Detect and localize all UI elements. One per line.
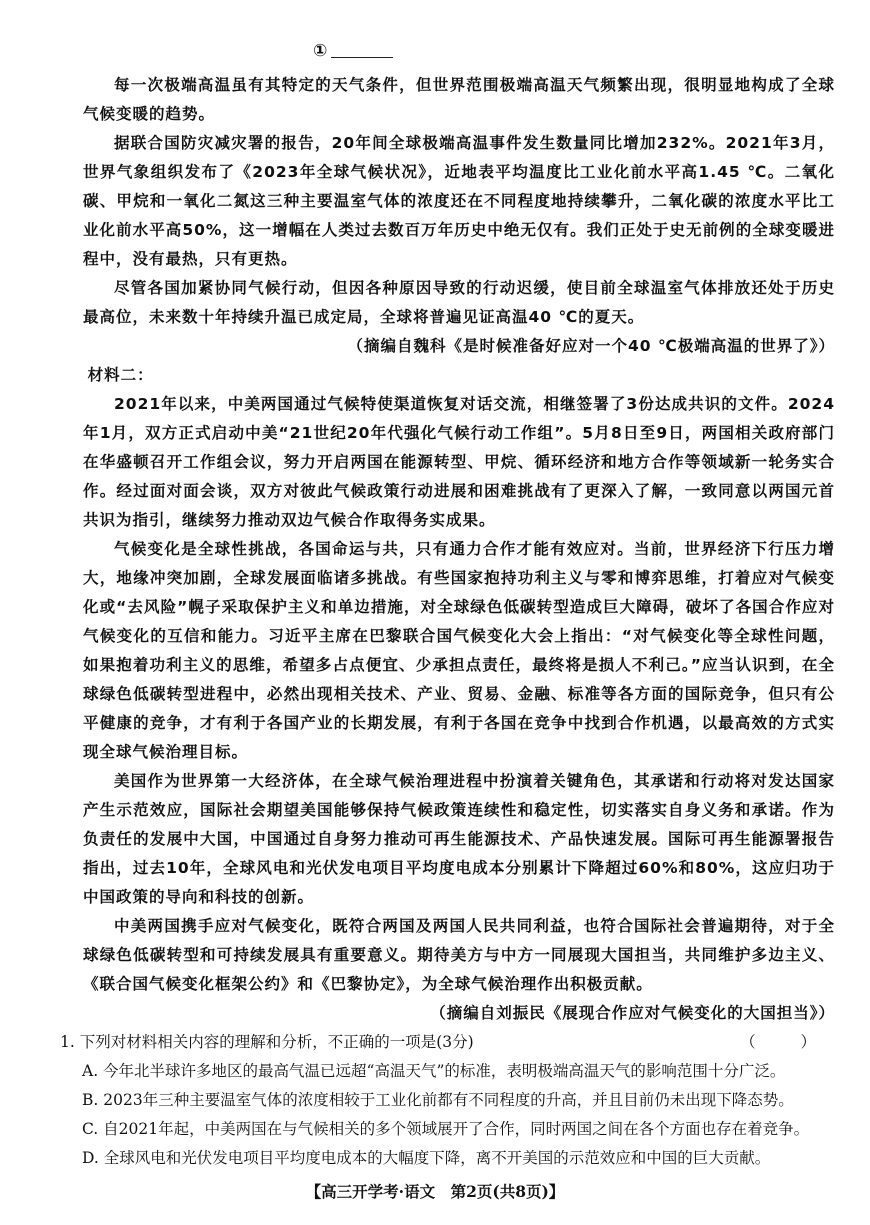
source-citation: （摘编自刘振民《展现合作应对气候变化的大国担当》） (430, 1004, 835, 1022)
paragraph: 尽管各国加紧协同气候行动，但因各种原因导致的行动迟缓，使目前全球温室气体排放还处于历史最高位，未来数十年持续升温已成定局，全球将普遍见证高温40 ℃的夏天。 (83, 279, 835, 326)
question-stem: 1. 下列对材料相关内容的理解和分析，不正确的一项是(3分) (60, 1033, 474, 1051)
option-d: D. 全球风电和光伏发电项目平均度电成本的大幅度下降，离不开美国的示范效应和中国的巨大贡献。 (82, 1149, 771, 1167)
reading-material (83, 71, 835, 1028)
source-citation: （摘编自魏科《是时候准备好应对一个40 ℃极端高温的世界了》） (347, 337, 835, 355)
paragraph: 2021年以来，中美两国通过气候特使渠道恢复对话交流，相继签署了3份达成共识的文件。2024年1月，双方正式启动中美“21世纪20年代强化气候行动工作组”。5月8日至9日，两国相关政府部门在华盛顿召开工作组会议，努力开启两国在能源转型、甲烷、循环经济和地方合作等领域新一轮务实合作。经过面对面会谈，双方对彼此气候政策行动进展和困难挑战有了更深入了解，一致同意以两国元首共识为指引，继续努力推动双边气候合作取得务实成果。 (83, 395, 835, 529)
paragraph: 每一次极端高温虽有其特定的天气条件，但世界范围极端高温天气频繁出现，很明显地构成了全球气候变暖的趋势。 (83, 76, 835, 123)
option-c: C. 自2021年起，中美两国在与气候相关的多个领域展开了合作，同时两国之间在各个方面也存在着竞争。 (82, 1120, 810, 1138)
paragraph: 据联合国防灾减灾署的报告，20年间全球极端高温事件发生数量同比增加232%。2021年3月，世界气象组织发布了《2023年全球气候状况》，近地表平均温度比工业化前水平高1.45 ℃。二氧化碳、甲烷和一氧化二氮这三种主要温室气体的浓度还在不同程度地持续攀升，二氧化碳的浓度水平比工业化前水平高50%，这一增幅在人类过去数百万年历史中绝无仅有。我们正处于史无前例的全球变暖进程中，没有最热，只有更热。 (83, 134, 835, 268)
page-footer: 【高三开学考·语文 第2页(共8页)】 (305, 1182, 565, 1201)
fill-blank-line (331, 57, 393, 58)
question-1 (60, 1028, 850, 1173)
option-a: A. 今年北半球许多地区的最高气温已远超“高温天气”的标准，表明极端高温天气的影响范围十分广泛。 (82, 1062, 786, 1080)
option-b: B. 2023年三种主要温室气体的浓度相较于工业化前都有不同程度的升高，并且目前仍未出现下降态势。 (82, 1091, 794, 1109)
paragraph: 中美两国携手应对气候变化，既符合两国及两国人民共同利益，也符合国际社会普遍期待，对于全球绿色低碳转型和可持续发展具有重要意义。期待美方与中方一同展现大国担当，共同维护多边主义、《联合国气候变化框架公约》和《巴黎协定》，为全球气候治理作出积极贡献。 (83, 917, 835, 993)
section-heading: 材料二： (87, 366, 154, 384)
blank-marker (313, 40, 870, 71)
marker-number: ① (313, 41, 328, 61)
paragraph: 气候变化是全球性挑战，各国命运与共，只有通力合作才能有效应对。当前，世界经济下行压力增大，地缘冲突加剧，全球发展面临诸多挑战。有些国家抱持功利主义与零和博弈思维，打着应对气候变化或“去风险”幌子采取保护主义和单边措施，对全球绿色低碳转型造成巨大障碍，破坏了各国合作应对气候变化的互信和能力。习近平主席在巴黎联合国气候变化大会上指出：“对气候变化等全球性问题，如果抱着功利主义的思维，希望多占点便宜、少承担点责任，最终将是损人不利己。”应当认识到，在全球绿色低碳转型进程中，必然出现相关技术、产业、贸易、金融、标准等各方面的国际竞争，但只有公平健康的竞争，才有利于各国产业的长期发展，有利于各国在竞争中找到合作机遇，以最高效的方式实现全球气候治理目标。 (83, 540, 835, 761)
answer-bracket: （ ） (740, 1033, 836, 1051)
paragraph: 美国作为世界第一大经济体，在全球气候治理进程中扮演着关键角色，其承诺和行动将对发达国家产生示范效应，国际社会期望美国能够保持气候政策连续性和稳定性，切实落实自身义务和承诺。作为负责任的发展中大国，中国通过自身努力推动可再生能源技术、产品快速发展。国际可再生能源署报告指出，过去10年，全球风电和光伏发电项目平均度电成本分别累计下降超过60%和80%，这应归功于中国政策的导向和科技的创新。 (83, 772, 835, 906)
